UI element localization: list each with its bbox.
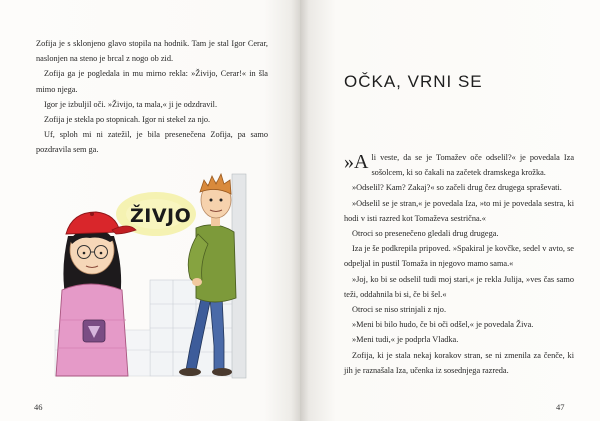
illustration — [0, 170, 262, 386]
right-page-text — [344, 150, 574, 378]
paragraph: Zofija je s sklonjeno glavo stopila na hodnik. Tam je stal Igor Cerar, naslonjen na steno je brcal z nogo ob zid. — [36, 39, 268, 64]
drop-cap: »A — [344, 151, 369, 173]
paragraph: Otroci so presenečeno gledali drug drugega. — [352, 229, 499, 239]
paragraph: Otroci se niso strinjali z njo. — [352, 305, 447, 315]
chapter-title: OČKA, VRNI SE — [344, 72, 483, 91]
page-number: 46 — [34, 402, 43, 412]
paragraph: »Joj, ko bi se odselil tudi moj stari,« je rekla Julija, »ves čas samo teži, oddahnila bi si, če bi šel.« — [344, 274, 574, 299]
left-page-text — [36, 36, 268, 158]
paragraph — [344, 150, 574, 180]
paragraph-text: li veste, da se je Tomažev oče odselil?« je povedala Iza sošolcem, ki so čakali na začetek dramskega krožka. — [371, 153, 574, 178]
paragraph: Iza je še podkrepila pripoved. »Spakiral je kovčke, sedel v avto, se odpeljal in pustil Tomaža in njegovo mamo sama.« — [344, 244, 574, 269]
speech-text: ŽIVJO — [130, 205, 192, 227]
paragraph: Zofija ga je pogledala in mu mirno rekla: »Živijo, Cerar!« in šla mimo njega. — [36, 69, 268, 94]
paragraph: Zofija je stekla po stopnicah. Igor ni stekel za njo. — [44, 115, 211, 125]
page-number: 47 — [556, 402, 565, 412]
paragraph: »Odselil se je stran,« je povedala Iza, »to mi je povedala sestra, ki hodi v isti razred kot Tomaževa sestrična.« — [344, 198, 574, 223]
girl-figure — [56, 212, 136, 376]
paragraph: »Meni bi bilo hudo, če bi oči odšel,« je povedala Živa. — [352, 320, 534, 330]
paragraph: »Meni tudi,« je podprla Vladka. — [352, 335, 459, 345]
paragraph: »Odselil? Kam? Zakaj?« so začeli drug čez drugega spraševati. — [352, 183, 562, 193]
right-page — [300, 0, 600, 421]
paragraph: Uf, sploh mi ni zatežil, je bila presenečena Zofija, pa samo pozdravila sem ga. — [36, 130, 268, 155]
paragraph: Zofija, ki je stala nekaj korakov stran, se ni zmenila za čenče, ki jih je raznašala Iza, učenka iz sosednjega razreda. — [344, 350, 574, 375]
paragraph: Igor je izbuljil oči. »Živijo, ta mala,« ji je odzdravil. — [44, 99, 218, 109]
